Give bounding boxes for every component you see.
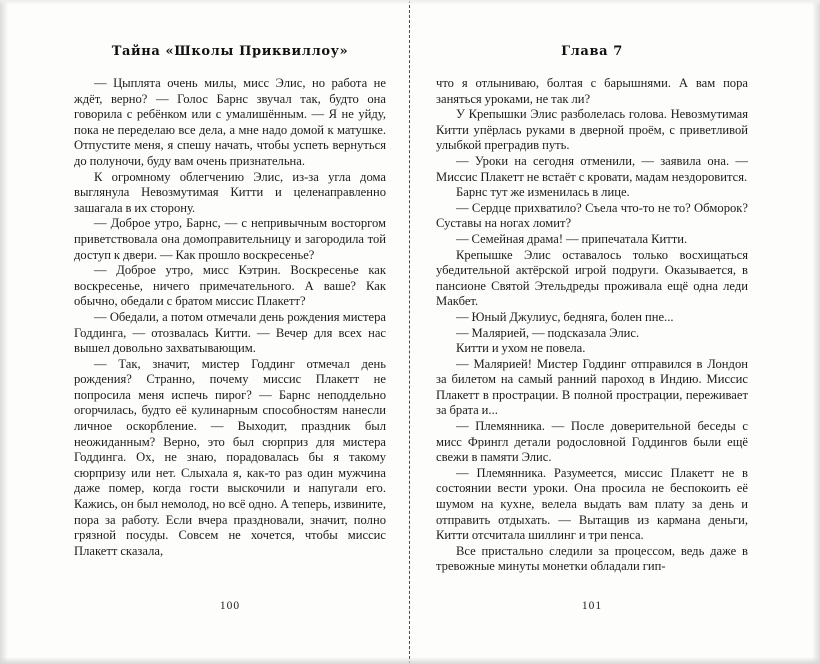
paragraph-continuation: что я отлыниваю, болтая с барышнями. А вам пора заняться уроками, не так ли? [436,76,748,106]
scan-edge-left [0,0,8,664]
paragraph: — Доброе утро, Барнс, — с непривычным восторгом приветствовала она домоправительницу и загородила той доступ к двери. — Как прошло воскресенье? [74,216,386,262]
running-header-chapter: Глава 7 [561,44,623,59]
paragraph: — Цыплята очень милы, мисс Элис, но работа не ждёт, верно? — Голос Барнс звучал так, будто она говорила с ребёнком или с умалишённым. — Я не уйду, пока не переделаю все дела, а мне надо домой к матушке. Отпустите меня, я спешу начать, чтобы успеть вернуться до полуночи, буду вам очень признательна. [74,76,386,168]
paragraph: — Племянника. — После доверительной беседы с мисс Фрингл детали родословной Годдингов были ещё свежи в памяти Элис. [436,419,748,465]
paragraph: — Малярией, — подсказала Элис. [456,325,640,340]
running-header-book-title: Тайна «Школы Приквиллоу» [111,44,349,59]
right-text-column [436,76,748,576]
paragraph: Барнс тут же изменилась в лице. [456,185,630,200]
paragraph: У Крепышки Элис разболелась голова. Невозмутимая Китти упёрлась руками в дверной проём, с приветливой улыбкой преградив путь. [436,107,748,153]
paragraph: — Доброе утро, мисс Кэтрин. Воскресенье как воскресенье, ничего примечательного. А ваше? Как обычно, обедали с братом миссис Плакетт? [74,263,386,309]
paragraph: — Семейная драма! — припечатала Китти. [456,231,688,246]
paragraph: — Обедали, а потом отмечали день рождения мистера Годдинга, — отозвалась Китти. — Вечер для всех нас вышел довольно захватывающим. [74,309,386,356]
paragraph: К огромному облегчению Элис, из-за угла дома выглянула Невозмутимая Китти и целенаправленно зашагала в их сторону. [74,169,386,215]
paragraph: Китти и ухом не повела. [456,341,586,356]
paragraph: — Племянника. Разумеется, миссис Плакетт не в состоянии вести уроки. Она просила не беспокоить её шумом на кухне, велела выдать вам плату за день и отправить отдыхать. — Вытащив из кармана деньги, Китти отсчитала шиллинг и три пенса. [436,465,748,543]
paragraph: — Малярией! Мистер Годдинг отправился в Лондон за билетом на самый ранний пароход в Индию. Миссис Плакетт в прострации. В полной прострации, переживает за брата и... [436,356,748,418]
page-number-right: 101 [581,600,603,612]
paragraph: — Юный Джулиус, бедняга, болен пне... [456,309,674,324]
paragraph: Все пристально следили за процессом, ведь даже в тревожные минуты монетки обладали гип- [436,543,748,574]
paragraph: — Уроки на сегодня отменили, — заявила она. — Миссис Плакетт не встаёт с кровати, мадам нездоровится. [436,153,748,184]
paragraph: Крепышке Элис оставалось только восхищаться убедительной актёрской игрой подруги. Оказывается, в пансионе Святой Этельдреды проживала ещё одна леди Макбет. [436,247,748,309]
left-text-column [74,76,386,576]
paragraph: — Сердце прихватило? Съела что-то не то? Обморок? Суставы на ногах ломит? [436,200,748,231]
paragraph: — Так, значит, мистер Годдинг отмечал день рождения? Странно, почему миссис Плакетт не попросила меня испечь пирог? — Барнс неподдельно огорчилась, будто её кулинарным способностям нанесли личное оскорбление. — Выходит, праздник был неожиданным? Верно, это был сюрприз для мистера Годдинга. Ох, не знаю, порадовалась бы я такому сюрпризу или нет. Слыхала я, как-то раз один мужчина даже помер, когда гости выскочили и напугали его. Кажись, он был немолод, но всё одно. А теперь, извините, пора за работу. Если вчера праздновали, значит, полно грязной посуды. Совсем не хочется, чтобы миссис Плакетт сказала, [74,356,386,558]
scan-edge-right [812,0,820,664]
scan-edge-top [0,0,820,5]
page-right [410,0,820,664]
page-number-left: 100 [219,600,241,612]
scan-edge-bottom [0,657,820,664]
page-fold-dashed-line [409,0,410,664]
